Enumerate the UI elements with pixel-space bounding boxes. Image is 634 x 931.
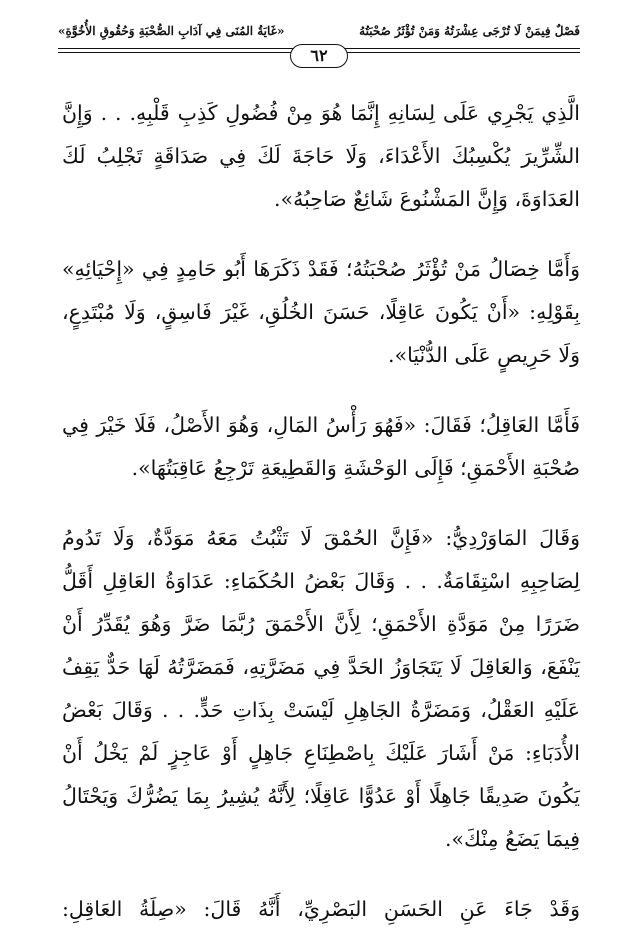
page-number: ٦٢ [290, 44, 348, 68]
body-text [62, 92, 580, 931]
book-title: «غَايَةُ المُنَى فِي آدَابِ الصُّحْبَةِ وَحُقُوقِ الأُخُوَّةِ» [58, 24, 285, 38]
paragraph: وَقَالَ المَاوَرْدِيُّ: «فَإِنَّ الحُمْقَ لَا تَثْبُتُ مَعَهُ مَوَدَّةٌ، وَلَا تَدُومُ لِصَاحِبِهِ اسْتِقَامَةٌ. . . وَقَالَ بَعْضُ الحُكَمَاءِ: عَدَاوَةُ العَاقِلِ أَقَلُّ ضَرَرًا مِنْ مَوَدَّةِ الأَحْمَقِ؛ لِأَنَّ الأَحْمَقَ رُبَّمَا ضَرَّ وَهُوَ يُقَدِّرُ أَنْ يَنْفَعَ، وَالعَاقِلَ لَا يَتَجَاوَزُ الحَدَّ فِي مَضَرَّتِهِ، فَمَضَرَّتُهُ لَهَا حَدٌّ يَقِفُ عَلَيْهِ العَقْلُ، وَمَضَرَّةُ الجَاهِلِ لَيْسَتْ بِذَاتِ حَدٍّ. . . وَقَالَ بَعْضُ الأُدَبَاءِ: مَنْ أَشَارَ عَلَيْكَ بِاصْطِنَاعِ جَاهِلٍ أَوْ عَاجِزٍ لَمْ يَخْلُ أَنْ يَكُونَ صَدِيقًا جَاهِلًا أَوْ عَدُوًّا عَاقِلًا؛ لِأَنَّهُ يُشِيرُ بِمَا يَضُرُّكَ وَيَحْتَالُ فِيمَا يَضَعُ مِنْكَ». [62, 526, 580, 851]
paragraph: وَأَمَّا خِصَالُ مَنْ تُؤْثَرُ صُحْبَتُهُ؛ فَقَدْ ذَكَرَهَا أَبُو حَامِدٍ فِي «إِحْيَائِهِ» بِقَوْلِهِ: «أَنْ يَكُونَ عَاقِلًا، حَسَنَ الخُلُقِ، غَيْرَ فَاسِقٍ، وَلَا مُبْتَدِعٍ، وَلَا حَرِيصٍ عَلَى الدُّنْيَا». [62, 257, 580, 367]
paragraph: فَأَمَّا العَاقِلُ؛ فَقَالَ: «فَهُوَ رَأْسُ المَالِ، وَهُوَ الأَصْلُ، فَلَا خَيْرَ فِي صُحْبَةِ الأَحْمَقِ؛ فَإِلَى الوَحْشَةِ وَالقَطِيعَةِ تَرْجِعُ عَاقِبَتُهَا». [62, 413, 580, 480]
paragraph: وَقَدْ جَاءَ عَنِ الحَسَنِ البَصْرِيِّ، أَنَّهُ قَالَ: «صِلَةُ العَاقِلِ: [62, 897, 580, 921]
paragraph: الَّذِي يَجْرِي عَلَى لِسَانِهِ إِنَّمَا هُوَ مِنْ فُضُولِ كَذِبِ قَلْبِهِ. . . وَإِنَّ الشِّرِّيرَ يُكْسِبُكَ الأَعْدَاءَ، وَلَا حَاجَةَ لَكَ فِي صَدَاقَةٍ تَجْلِبُ لَكَ العَدَاوَةَ، وَإِنَّ المَشْنُوعَ شَائِعٌ صَاحِبُهُ». [62, 101, 580, 211]
chapter-title: فَصْلٌ فِيمَنْ لَا تُرْجَى عِشْرَتُهُ وَمَنْ تُؤْثَرُ صُحْبَتُهُ [359, 24, 580, 38]
